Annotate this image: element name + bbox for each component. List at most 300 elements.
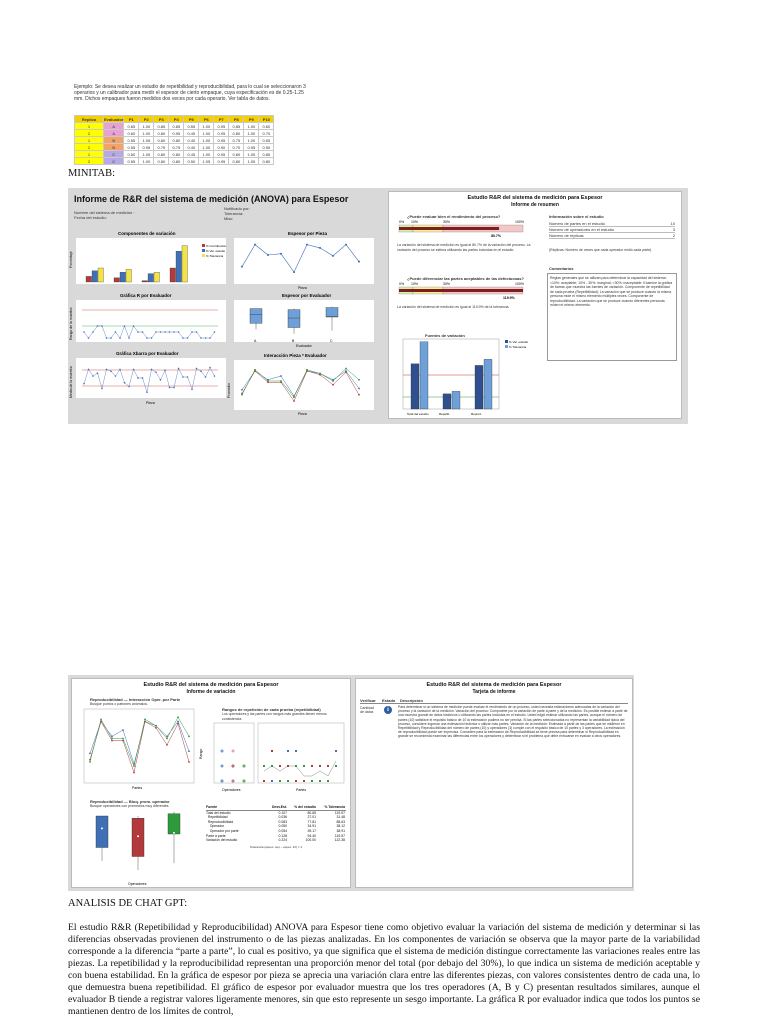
range-point [221, 750, 223, 752]
sources-bar [484, 359, 492, 409]
chart1-title: Reproducibilidad — Interacción Oper. por Parte [90, 697, 181, 702]
gauge-value-bar [399, 227, 499, 230]
table-cell: 0.60 [259, 123, 274, 130]
table-cell: 0.50 [259, 144, 274, 151]
table-cell: 1 [75, 137, 104, 144]
data-table [74, 115, 274, 165]
range-point [221, 765, 223, 767]
evaluator-box [288, 310, 300, 328]
axis-label-range: Rango [199, 748, 203, 759]
table-row [75, 123, 274, 130]
table-cell: 1 [75, 123, 104, 130]
table-cell: 1.00 [139, 158, 154, 165]
axis-label-evaluator: Evaluador [296, 344, 312, 348]
gauge-scale-30: 30% [443, 220, 451, 224]
legend-contribution: % Contribución [206, 244, 227, 248]
info-icon-glyph: i [387, 707, 389, 713]
chart3-title: Reproducibilidad — Bloq. prom. operador [90, 799, 170, 804]
table-cell: 0.45 [184, 151, 199, 158]
range-part-point [335, 765, 337, 767]
variation-sheet [71, 678, 351, 888]
meta-system-name: Nombre del sistema de medición : [74, 210, 135, 215]
table-cell: 0.55 [124, 158, 139, 165]
table-cell: 0.85 [154, 123, 169, 130]
analysis-paragraph: El estudio R&R (Repetibilidad y Reproducibilidad) ANOVA para Espesor tiene como objetivo evaluar la variación del sistema de medición y determinar si las diferencias observadas provienen del instrumento o de las piezas analizadas. En los componentes de variación se observa que la mayor parte de la variabilidad corresponde a la diferencia “parte a parte”, lo cual es positivo, ya que significa que el sistema de medición distingue correctamente las variaciones reales entre las piezas. La repetibilidad y la reproducibilidad representan una proporción menor del total (por debajo del 30%), lo que indica un sistema de medición aceptable y con buena estabilidad. En la gráfica de espesor por pieza se aprecia una variación clara entre las diferentes piezas, con valores consistentes dentro de cada una, lo que demuestra buena repetibilidad. El gráfico de espesor por evaluador muestra que los tres operadores (A, B y C) presentan resultados similares, aunque el evaluador B tiende a registrar valores ligeramente menores, sin que esto represente un sesgo importante. La gráfica R por evaluador indica que todos los puntos se mantienen dentro de los límites de control, [68, 922, 700, 1017]
variation-table-cell: Desv.Est. [271, 805, 287, 809]
axis-label-interaction-part: Pieza [298, 412, 307, 416]
variation-table-cell: 38.91 [336, 828, 345, 833]
table-cell: 0.75 [229, 137, 244, 144]
info-icon [384, 706, 392, 714]
meta-misc: Misc: [224, 216, 234, 221]
gauge-scale-100: 100% [515, 220, 524, 224]
range-part-point [287, 750, 289, 752]
table-header-cell: Evaluador [104, 116, 124, 122]
table-cell: 0.80 [169, 158, 184, 165]
report-card-description: Para determinar si un sistema de medición puede evaluar el rendimiento de un proceso, usted necesita estimaciones adecuadas de la variación del proceso y la variación de la medición. Variación del proceso: Compruebe por la variación de parte a parte y de la medición. Es posible estimar a partir de una muestra grande de datos históricos o utilizando las partes incluidas en el estudio. Usted eligió estimar utilizando las partes, aunque el número de partes (10) satisface el requisito básico de 10 la estimación pudiera no ser precisa. Si las partes seleccionadas no representan la variabilidad típica del proceso, considere ingresar una estimación histórica o utilizar más partes. Variación de la medición: Estimada a partir de las partes que se midieron en Repetibilidad y Reproducibilidad del número de partes (10) y operadores (3) cumple con el requisito básico de 10 partes y 3 operadores. La estimación de reproducibilidad puede ser imprecisa. Considere para la estimación de Reproducibilidad se tiene precisa para determinar si Reproducibilidad es grande se recomienda examinar las diferencias entre los operadores y determinar si el problema que debe enfocarse en evaluar a otros operadores. [398, 705, 628, 739]
comments-title: Comentarios [549, 266, 574, 271]
variation-table-cell: Total del estudio [206, 810, 231, 815]
table-cell: 0.80 [229, 158, 244, 165]
range-point [243, 765, 245, 767]
table-cell: 2 [75, 158, 104, 165]
axis-label-porcentaje: Porcentaje [69, 251, 73, 268]
table-cell: 0.55 [124, 144, 139, 151]
variation-table-cell: Operador por parte [206, 828, 239, 833]
range-box-1 [214, 723, 254, 783]
chart2-subtitle: Los operadores y las partes con rangos más grandes tienen menos consistencia. [222, 712, 327, 721]
range-part-point [279, 765, 281, 767]
sources-cat-repeat: Repetib. [439, 412, 451, 416]
report-summary-panel [380, 188, 688, 424]
table-header-cell: Replica [75, 116, 104, 123]
sources-cat-reprod: Reprod. [471, 412, 482, 416]
table-cell: 1.05 [199, 158, 214, 165]
interaction-lines [84, 709, 194, 783]
component-bar [126, 269, 132, 282]
variation-table-cell: 88.63 [336, 819, 345, 824]
gauge-process [397, 218, 537, 240]
table-cell: 0.95 [169, 130, 184, 137]
table-cell: 0.80 [154, 158, 169, 165]
range-part-point [271, 750, 273, 752]
table-cell: 0.95 [214, 158, 229, 165]
table-cell: 1 [75, 151, 104, 158]
component-bar [98, 268, 104, 282]
range-part-point [303, 765, 305, 767]
variation-table-cell: 38.12 [336, 824, 345, 829]
sources-bar [452, 391, 460, 409]
variation-table-cell: 100.00 [305, 838, 316, 843]
table-cell: 1.00 [139, 130, 154, 137]
range-part-point [271, 780, 273, 782]
table-cell: 1.05 [244, 151, 259, 158]
interaction-line [90, 717, 189, 766]
chart-bg-r [76, 300, 226, 342]
table-header-cell: P2 [139, 116, 154, 123]
table-cell: 0.65 [124, 123, 139, 130]
chart1-subtitle: Busque puntos o patrones anómalos. [90, 702, 148, 706]
range-point [232, 750, 234, 752]
sources-legend-swatch-tol [505, 345, 508, 348]
comments-box: Reglas generales que se utilizan para determinar la capacidad del sistema: <10%: aceptable; 10% - 30%: marginal; >30%: inaceptable. Examine la gráfica de barras que muestra las fuentes de variación. Componente de repetibilidad de cada prueba (Repetibilidad): La variación que se produce cuando la misma persona mide el mismo elemento múltiples veces. Componente de reproducibilidad: La variación que se produce cuando diferentes personas miden el mismo elemento. [547, 273, 677, 361]
table-cell: 1.00 [244, 137, 259, 144]
evaluator-a-label: A [254, 339, 257, 343]
table-cell: 1.05 [139, 151, 154, 158]
sources-legend-swatch-study [505, 340, 508, 343]
info-row-label: Número de réplicas [549, 233, 584, 238]
report-card-panel [352, 675, 634, 891]
gauge-scale-10: 10% [411, 220, 419, 224]
legend-swatch-study-var [202, 249, 205, 252]
component-bar [92, 271, 98, 282]
table-cell: 0.45 [184, 130, 199, 137]
gauge-tolerance-note: La variación del sistema de medición es igual al 119.9% de la tolerancia. [397, 305, 510, 309]
variation-charts [72, 679, 350, 887]
table-cell: 0.80 [259, 158, 274, 165]
table-header-cell: P7 [214, 116, 229, 123]
meta-reported-by: Notificado por: [224, 206, 250, 211]
variation-table-cell: 0.107 [278, 810, 287, 815]
range-point [243, 780, 245, 782]
chart-title-components: Componentes de variación [118, 231, 176, 236]
legend-tolerance: % Tolerancia [206, 254, 224, 258]
legend-swatch-contribution [202, 244, 205, 247]
variation-table-cell: Repetibilidad [206, 815, 228, 820]
report-card-sheet [355, 678, 633, 888]
report-anova-panel [68, 188, 380, 424]
gauge2-value-label: 119.9% [503, 296, 515, 300]
legend-study-var: % Var. estudio [206, 249, 226, 253]
table-cell: 1.05 [244, 158, 259, 165]
chart-bg-xbar [76, 358, 226, 398]
component-bar [176, 251, 182, 282]
table-cell: 0.80 [154, 151, 169, 158]
table-cell: 1.00 [199, 144, 214, 151]
axis-label-average: Promedio [227, 383, 231, 398]
gauge2-scale-30: 30% [443, 282, 451, 286]
info-row-label: Número de operadores en el estudio [549, 227, 614, 232]
range-point [221, 780, 223, 782]
operator-mean-point [137, 835, 139, 837]
variation-table-cell: 119.57 [334, 833, 345, 838]
variation-table-cell: Variación del estudio [206, 838, 238, 843]
range-part-point [287, 765, 289, 767]
table-header-cell: P6 [199, 116, 214, 123]
range-part-point [327, 765, 329, 767]
variation-table-cell: 27.01 [307, 815, 316, 820]
operator-boxplots [96, 812, 180, 871]
table-cell: 0.60 [124, 130, 139, 137]
sources-bar [411, 364, 419, 409]
component-bar [182, 246, 188, 282]
report-card-title: Estudio R&R del sistema de medición para Espesor [426, 682, 562, 688]
variation-table-body [206, 805, 346, 843]
table-cell: 0.80 [169, 151, 184, 158]
evaluator-box [326, 308, 338, 317]
table-cell: 0.95 [244, 144, 259, 151]
info-table [549, 221, 675, 239]
operator-box [132, 818, 144, 856]
table-cell: 0.40 [184, 144, 199, 151]
table-cell: 0.85 [229, 123, 244, 130]
summary-subtitle: Informe de resumen [511, 202, 559, 208]
component-bar [120, 272, 126, 282]
range-part-point [287, 780, 289, 782]
variation-table-cell: 0.083 [278, 819, 287, 824]
table-cell: 1.00 [244, 130, 259, 137]
summary-sheet [388, 191, 682, 419]
gauge-value-label: 80.7% [491, 234, 502, 238]
gauge2-value-bar [399, 289, 523, 292]
minitab-label: MINITAB: [68, 168, 115, 179]
summary-title: Estudio R&R del sistema de medición para Espesor [467, 195, 603, 201]
variation-table-cell: 119.97 [334, 810, 345, 815]
component-bar [148, 274, 154, 282]
table-header-cell: P3 [154, 116, 169, 123]
table-cell: 0.70 [229, 144, 244, 151]
evaluator-c-label: C [330, 339, 333, 343]
table-cell: 0.50 [124, 151, 139, 158]
table-cell: 0.50 [184, 158, 199, 165]
operator-box [168, 814, 180, 834]
interaction-line [90, 722, 189, 773]
table-cell: 1.05 [139, 137, 154, 144]
variation-table-cell: % Tolerancia [324, 805, 345, 809]
gauge2-scale-10: 10% [411, 282, 419, 286]
component-bar [154, 272, 160, 282]
axis-label-sample-range: Rango de la muestra [69, 307, 73, 340]
info-row-value: 10 [670, 221, 675, 226]
chart-title-interaction: Interacción Pieza * Evaluador [264, 353, 327, 358]
intro-paragraph: Ejemplo: Se desea realizar un estudio de repetibilidad y reproducibilidad, para lo cual se seleccionaron 3 operarios y un calibrador para medir el espesor de cierto empaque, cuya especificación es de 0.25-1.25 mm. Dichos empaques fueron medidos dos veces por cada operario. Ver tabla de datos. [74, 84, 306, 102]
axis-label-parts-range: Partes [296, 788, 307, 792]
chart3-subtitle: Busque operadores con promedios muy diferentes. [90, 804, 170, 808]
range-part-point [295, 780, 297, 782]
table-cell: 0.95 [214, 123, 229, 130]
range-mean-line [264, 761, 336, 776]
info-note: (Replicas: Número de veces que cada operador midió cada parte) [549, 248, 652, 252]
variation-table-cell: 31.48 [336, 815, 345, 820]
question-parts: ¿Puede diferenciar las partes aceptables de las defectuosas? [407, 276, 524, 281]
table-cell: 0.55 [124, 137, 139, 144]
operator-mean-point [173, 832, 175, 834]
table-cell: 1.00 [244, 123, 259, 130]
table-cell: 0.95 [214, 151, 229, 158]
range-point [232, 780, 234, 782]
table-cell: 0.70 [259, 130, 274, 137]
report-card-subtitle: Tarjeta de informe [472, 689, 516, 695]
chart-title-by-evaluator: Espesor por Evaluador [282, 293, 332, 298]
range-part-point [335, 750, 337, 752]
table-header-cell: P5 [184, 116, 199, 123]
range-point [232, 765, 234, 767]
table-cell: 0.95 [214, 137, 229, 144]
variation-table-cell: 122.38 [334, 838, 345, 843]
variation-table-cell: 39.17 [307, 828, 316, 833]
table-cell: B [104, 144, 124, 151]
table-header-cell: P4 [169, 116, 184, 123]
gauge2-scale-100: 100% [515, 282, 524, 286]
table-cell: 0.80 [169, 137, 184, 144]
operator-box [96, 816, 108, 848]
table-header-row [75, 116, 274, 123]
variation-table-cell: 0.224 [278, 838, 287, 843]
axis-label-sample-mean: Media de la muestra [69, 366, 73, 398]
evaluator-box [250, 309, 262, 324]
chart-title-xbar: Gráfica Xbarra por Evaluador [116, 351, 179, 356]
axis-label-operators-range: Operadores [222, 788, 241, 792]
sources-title: Fuentes de variación [425, 333, 465, 338]
table-cell: 0.80 [154, 137, 169, 144]
sources-cat-total: Total del estudio [407, 412, 429, 416]
table-cell: 0.55 [259, 137, 274, 144]
component-bar [86, 276, 92, 282]
axis-label-xbar-part: Pieza [146, 401, 155, 405]
table-cell: 2 [75, 144, 104, 151]
table-header-cell: P10 [259, 116, 274, 123]
info-row-label: Número de partes en el estudio [549, 221, 605, 226]
table-row [75, 130, 274, 137]
range-part-point [311, 765, 313, 767]
operator-mean-point [101, 827, 103, 829]
variation-table-cell: 80.65 [307, 810, 316, 815]
gauge-process-note: La variación del sistema de medición es igual al 80.7% de la variación del proceso. La variación del proceso se estima utilizando las partes incluidas en el estudio. [397, 243, 531, 252]
sources-chart [393, 337, 543, 419]
table-header-cell: P1 [124, 116, 139, 123]
table-cell: 0.75 [169, 144, 184, 151]
variation-table-cell: 0.054 [278, 828, 287, 833]
legend-swatch-tolerance [202, 254, 205, 257]
evaluator-b-label: B [292, 339, 295, 343]
sources-bar [420, 342, 428, 409]
report-variation-panel [68, 675, 352, 891]
variation-table-cell: % del estudio [294, 805, 316, 809]
variation-table-cell: Fuente [206, 805, 218, 809]
table-cell: C [104, 158, 124, 165]
table-cell: A [104, 123, 124, 130]
header-description: Descripción [400, 698, 423, 703]
info-row [549, 233, 675, 239]
variation-table-cell: Operador [206, 824, 225, 829]
meta-study-date: Fecha del estudio: [74, 215, 107, 220]
variation-subtitle: Informe de variación [186, 689, 236, 695]
sources-legend-tolerance: % Tolerancia [509, 345, 527, 349]
table-cell: 1.00 [199, 137, 214, 144]
table-cell: 0.90 [214, 144, 229, 151]
chart-bg-interaction [234, 360, 374, 410]
question-process: ¿Puede evaluar bien el rendimiento del proceso? [407, 214, 501, 219]
table-header-cell: P9 [244, 116, 259, 123]
table-cell: 1.00 [199, 151, 214, 158]
variation-table-row [206, 838, 346, 843]
gauge2-scale-0: 0% [399, 282, 405, 286]
table-cell: 0.80 [229, 130, 244, 137]
table-row [75, 151, 274, 158]
sources-bar [443, 394, 451, 409]
table-cell: 0.95 [214, 130, 229, 137]
table-cell: B [104, 137, 124, 144]
component-bar [114, 278, 120, 282]
info-row-value: 3 [672, 227, 675, 232]
table-row [75, 144, 274, 151]
header-status: Estado [382, 698, 396, 703]
table-cell: 0.80 [154, 130, 169, 137]
component-bar [170, 268, 176, 282]
analysis-heading: ANALISIS DE CHAT GPT: [68, 898, 188, 909]
range-part-point [319, 780, 321, 782]
range-box-2 [258, 723, 344, 783]
table-row [75, 158, 274, 165]
variation-table-cell: Parte a parte [206, 833, 226, 838]
axis-label-part: Pieza [298, 286, 307, 290]
table-cell: 0.40 [184, 137, 199, 144]
variation-table-note: Tolerancia (espec. sup – espec. inf) = 1 [249, 844, 303, 849]
axis-label-parts: Partes [132, 786, 143, 790]
report-card-header [360, 698, 628, 704]
table-cell: C [104, 151, 124, 158]
report-anova-charts [68, 188, 380, 424]
range-points [221, 750, 337, 782]
chart-title-r: Gráfica R por Evaluador [120, 293, 172, 298]
table-cell: 1.00 [139, 123, 154, 130]
range-part-point [263, 765, 265, 767]
chart-title-by-part: Espesor por Pieza [288, 231, 328, 236]
variation-table-cell: Reproducibilidad [206, 819, 234, 824]
variation-title: Estudio R&R del sistema de medición para Espesor [143, 682, 279, 688]
table-cell: A [104, 130, 124, 137]
variation-table-cell: 0.036 [278, 815, 287, 820]
range-part-point [327, 780, 329, 782]
variation-table-cell: 34.91 [307, 824, 316, 829]
range-part-point [319, 765, 321, 767]
range-part-point [295, 765, 297, 767]
range-part-point [271, 765, 273, 767]
axis-label-operators-box: Operadores [128, 882, 147, 886]
info-row-value: 2 [672, 233, 675, 238]
sources-legend-study: % Var. estudio [509, 340, 529, 344]
table-cell: 1.00 [199, 130, 214, 137]
check-label: Cantidad de datos [360, 706, 375, 714]
info-title: Información sobre el estudio [549, 214, 604, 219]
variation-table-cell: 0.050 [278, 824, 287, 829]
report-anova-title: Informe de R&R del sistema de medición (ANOVA) para Espesor [74, 194, 349, 204]
gauge-tolerance [397, 280, 537, 302]
chart2-title: Rangos de repetición de cada prueba (repetibilidad) [222, 707, 321, 712]
table-cell: 0.85 [259, 151, 274, 158]
table-cell: 2 [75, 130, 104, 137]
variation-table [206, 805, 346, 850]
table-cell: 0.55 [184, 123, 199, 130]
header-check: Verificar [360, 698, 376, 703]
table-header-cell: P8 [229, 116, 244, 123]
range-part-point [263, 780, 265, 782]
range-part-point [279, 780, 281, 782]
meta-tolerance: Tolerancia: [224, 211, 244, 216]
table-cell: 0.80 [229, 151, 244, 158]
variation-table-cell: 94.40 [307, 833, 316, 838]
range-part-point [303, 780, 305, 782]
table-cell: 0.75 [154, 144, 169, 151]
table-row [75, 137, 274, 144]
sources-bar [475, 365, 483, 409]
component-bar [142, 281, 148, 282]
table-cell: 0.95 [139, 144, 154, 151]
range-part-point [311, 780, 313, 782]
variation-table-cell: 77.81 [307, 819, 316, 824]
table-cell: 0.85 [169, 123, 184, 130]
variation-table-cell: 0.128 [278, 833, 287, 838]
